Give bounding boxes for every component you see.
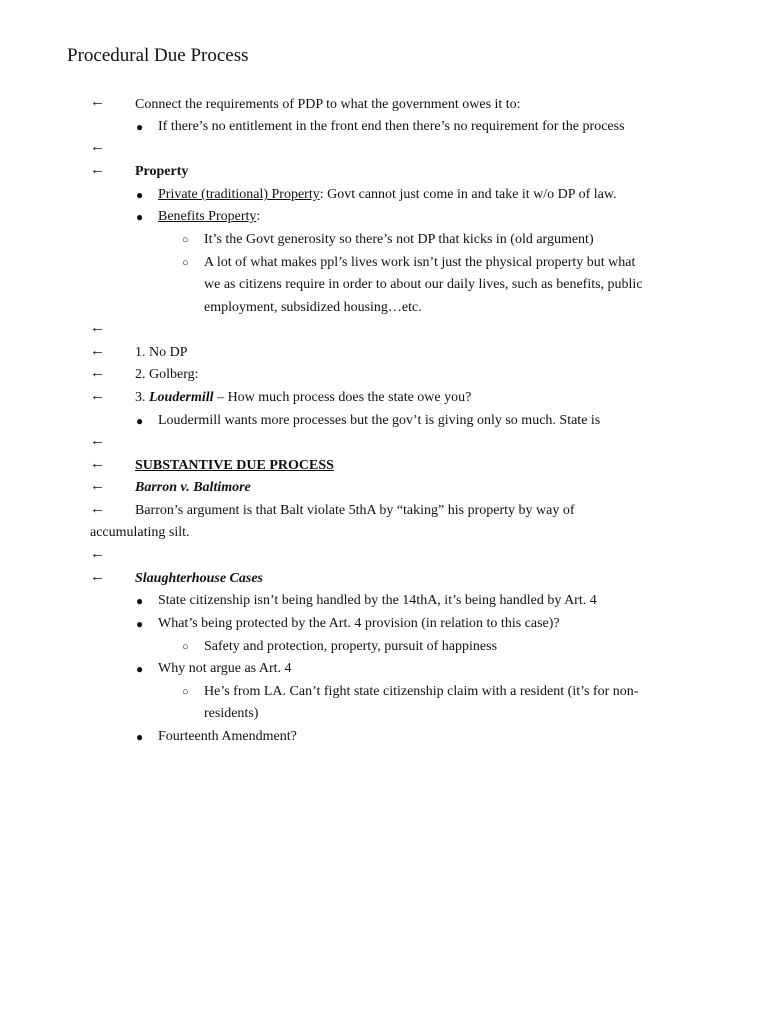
- text-line: Fourteenth Amendment?: [158, 729, 297, 744]
- text-line: employment, subsidized housing…etc.: [204, 300, 422, 315]
- bullet-icon: ●: [136, 594, 144, 608]
- section-heading-sdp: SUBSTANTIVE DUE PROCESS: [135, 458, 334, 473]
- bullet-icon: ●: [136, 210, 144, 224]
- circle-bullet-icon: ○: [182, 257, 189, 269]
- bullet-icon: ●: [136, 662, 144, 676]
- text-run: 3.: [135, 390, 149, 405]
- page-title: Procedural Due Process: [67, 45, 249, 66]
- text-line: 2. Golberg:: [135, 367, 199, 382]
- case-name: Slaughterhouse Cases: [135, 571, 263, 586]
- bullet-icon: ●: [136, 120, 144, 134]
- text-line: [158, 206, 260, 229]
- text-line: Safety and protection, property, pursuit of happiness: [204, 639, 498, 654]
- circle-bullet-icon: ○: [182, 234, 189, 246]
- arrow-icon: ←: [90, 343, 105, 359]
- text-run: – How much process does the state owe you?: [213, 390, 472, 405]
- text-line: 1. No DP: [135, 345, 188, 360]
- arrow-icon: ←: [90, 569, 105, 585]
- arrow-icon: ←: [90, 433, 105, 449]
- underlined-term: Private (traditional) Property: [158, 187, 320, 202]
- arrow-icon: ←: [90, 365, 105, 381]
- arrow-icon: ←: [90, 388, 105, 404]
- text-line: residents): [204, 706, 259, 721]
- text-line: [135, 387, 471, 410]
- text-line: Barron’s argument is that Balt violate 5thA by “taking” his property by way of: [135, 503, 575, 518]
- text-line: It’s the Govt generosity so there’s not DP that kicks in (old argument): [204, 232, 594, 247]
- case-name: Barron v. Baltimore: [135, 480, 251, 495]
- text-line: Connect the requirements of PDP to what the government owes it to:: [135, 97, 521, 112]
- text-line: State citizenship isn’t being handled by the 14thA, it’s being handled by Art. 4: [158, 593, 597, 608]
- bullet-icon: ●: [136, 414, 144, 428]
- text-line: He’s from LA. Can’t fight state citizenship claim with a resident (it’s for non-: [204, 684, 639, 699]
- arrow-icon: ←: [90, 456, 105, 472]
- arrow-icon: ←: [90, 478, 105, 494]
- text-line: A lot of what makes ppl’s lives work isn’t just the physical property but what: [204, 255, 636, 270]
- case-name: Loudermill: [149, 390, 214, 405]
- text-line: we as citizens require in order to about our daily lives, such as benefits, public: [204, 277, 643, 292]
- arrow-icon: ←: [90, 546, 105, 562]
- text-run: :: [256, 209, 261, 224]
- bullet-icon: ●: [136, 617, 144, 631]
- text-line: Loudermill wants more processes but the gov’t is giving only so much. State is: [158, 413, 601, 428]
- arrow-icon: ←: [90, 94, 105, 110]
- text-run: : Govt cannot just come in and take it w/o DP of law.: [319, 187, 617, 202]
- section-heading-property: Property: [135, 164, 189, 179]
- text-line: Why not argue as Art. 4: [158, 661, 292, 676]
- circle-bullet-icon: ○: [182, 641, 189, 653]
- text-line: If there’s no entitlement in the front end then there’s no requirement for the process: [158, 119, 625, 134]
- arrow-icon: ←: [90, 162, 105, 178]
- bullet-icon: ●: [136, 188, 144, 202]
- text-line: [158, 184, 617, 207]
- circle-bullet-icon: ○: [182, 686, 189, 698]
- arrow-icon: ←: [90, 320, 105, 336]
- bullet-icon: ●: [136, 730, 144, 744]
- text-line: accumulating silt.: [90, 525, 190, 540]
- arrow-icon: ←: [90, 139, 105, 155]
- underlined-term: Benefits Property: [158, 209, 257, 224]
- text-line: What’s being protected by the Art. 4 provision (in relation to this case)?: [158, 616, 560, 631]
- arrow-icon: ←: [90, 501, 105, 517]
